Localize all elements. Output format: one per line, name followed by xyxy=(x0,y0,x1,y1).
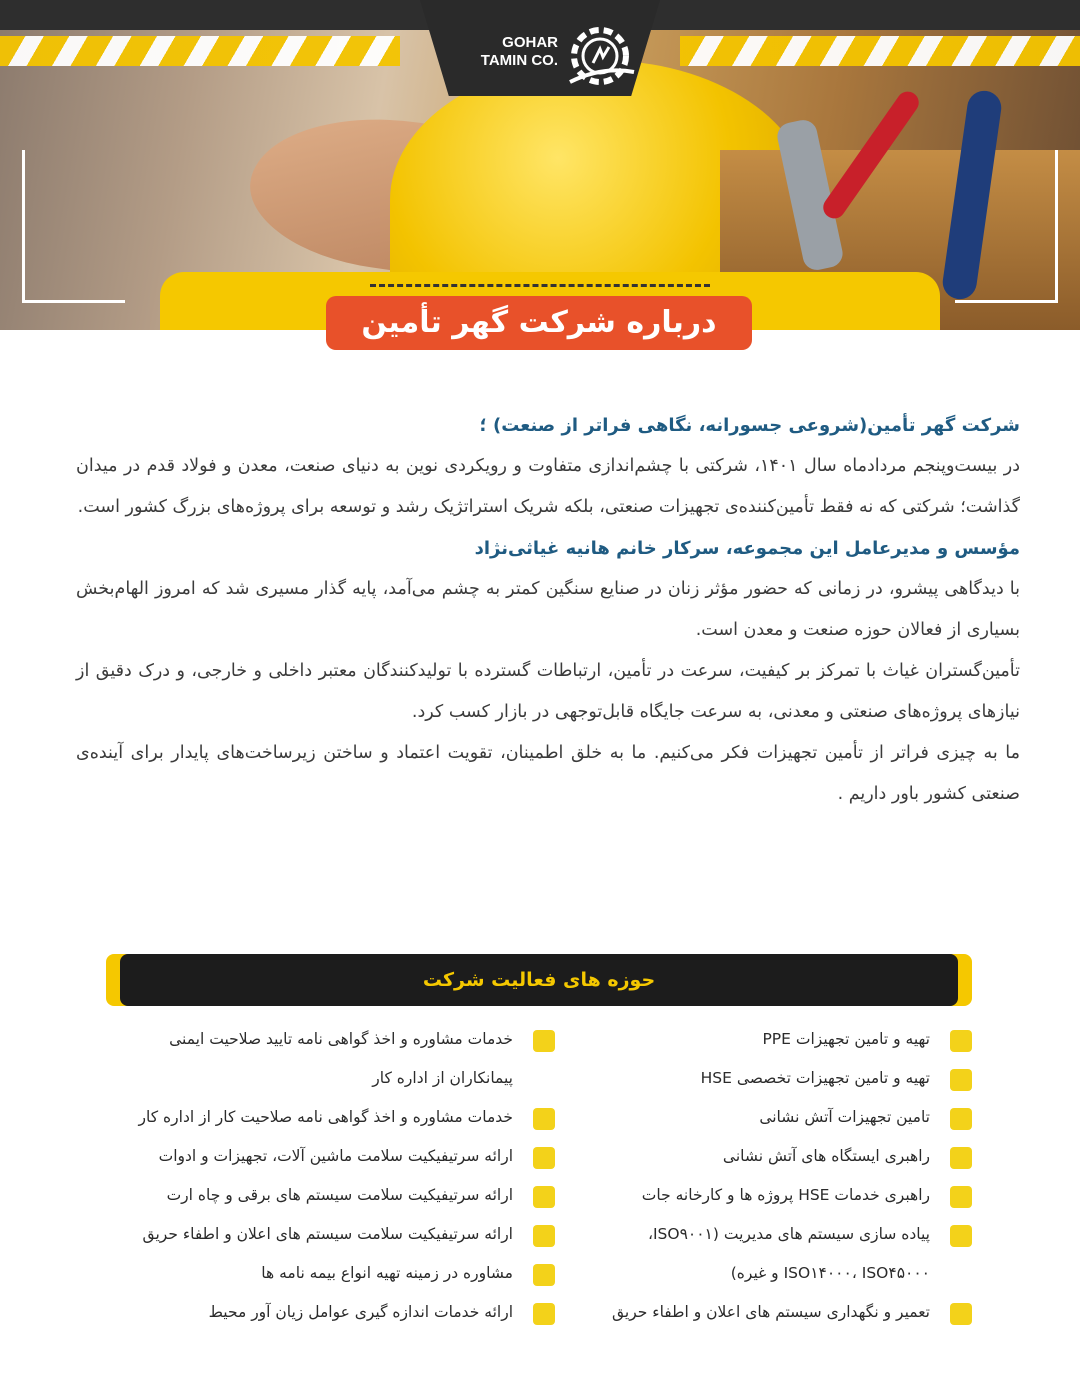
intro-paragraph-1: در بیست‌وپنجم مردادماه سال ۱۴۰۱، شرکتی با چشم‌اندازی متفاوت و رویکردی نوین به دنیای صنعت، معدن و فولاد قدم در میدان گذاشت؛ شرکتی که نه فقط تأمین‌کننده‌ی تجهیزات صنعتی، بلکه شریک استراتژیک رشد و توسعه برای پروژه‌های بزرگ کشور است. xyxy=(76,456,1020,517)
corner-bracket-left xyxy=(22,150,125,303)
list-item-label: تامین تجهیزات آتش نشانی xyxy=(759,1108,930,1126)
list-item-label: پیمانکاران از اداره کار xyxy=(372,1069,513,1087)
list-item xyxy=(560,1059,972,1098)
bullet-square-icon xyxy=(533,1030,555,1052)
list-item-label: تهیه و تامین تجهیزات تخصصی HSE xyxy=(700,1069,930,1087)
list-item xyxy=(100,1215,555,1254)
list-item xyxy=(100,1098,555,1137)
list-item xyxy=(560,1215,972,1254)
list-item-continuation xyxy=(100,1059,555,1098)
activities-list-right xyxy=(560,1020,972,1332)
list-item-label: پیاده سازی سیستم های مدیریت (ISO۹۰۰۱، xyxy=(647,1225,930,1243)
list-item-label: ارائه سرتیفیکیت سلامت سیستم های اعلان و اطفاء حریق xyxy=(142,1225,513,1243)
bullet-square-icon xyxy=(950,1108,972,1130)
bullet-square-icon xyxy=(950,1069,972,1091)
list-item xyxy=(100,1020,555,1059)
hazard-stripes-right xyxy=(680,36,1080,66)
list-item xyxy=(560,1176,972,1215)
bullet-square-icon xyxy=(533,1303,555,1325)
gear-icon xyxy=(562,18,638,94)
founder-line: مؤسس و مدیرعامل این مجموعه، سرکار خانم هانیه غیاثی‌نژاد xyxy=(474,538,1020,559)
list-item-label: ارائه سرتیفیکیت سلامت سیستم های برقی و چاه ارت xyxy=(166,1186,513,1204)
list-item-label: تهیه و تامین تجهیزات PPE xyxy=(762,1030,930,1048)
bullet-square-icon xyxy=(950,1147,972,1169)
company-logo xyxy=(448,34,558,70)
bullet-square-icon xyxy=(950,1225,972,1247)
list-item-label: راهبری خدمات HSE پروژه ها و کارخانه جات xyxy=(641,1186,930,1204)
list-item-label: راهبری ایستگاه های آتش نشانی xyxy=(722,1147,930,1165)
list-item-label: تعمیر و نگهداری سیستم های اعلان و اطفاء حریق xyxy=(611,1303,930,1321)
intro-heading: شرکت گهر تأمین(شروعی جسورانه، نگاهی فراتر از صنعت) ؛ xyxy=(479,415,1020,436)
list-item-continuation xyxy=(560,1254,972,1293)
list-item-label: ارائه سرتیفیکیت سلامت ماشین آلات، تجهیزات و ادوات xyxy=(158,1147,513,1165)
intro-paragraph-4: ما به چیزی فراتر از تأمین تجهیزات فکر می‌کنیم. ما به خلق اطمینان، تقویت اعتماد و ساختن زیرساخت‌های پایدار برای آینده‌ی صنعتی کشور باور داریم . xyxy=(76,743,1020,804)
list-item xyxy=(560,1020,972,1059)
list-item xyxy=(100,1137,555,1176)
corner-bracket-right xyxy=(955,150,1058,303)
bullet-square-icon xyxy=(950,1303,972,1325)
list-item xyxy=(100,1293,555,1332)
bullet-square-icon xyxy=(533,1108,555,1130)
list-item-label: مشاوره در زمینه تهیه انواع بیمه نامه ها xyxy=(261,1264,513,1282)
activities-title: حوزه های فعالیت شرکت xyxy=(120,954,958,1006)
list-item xyxy=(560,1137,972,1176)
logo-line2: TAMIN CO. xyxy=(480,52,558,69)
activities-list-left xyxy=(100,1020,555,1332)
bullet-square-icon xyxy=(533,1186,555,1208)
list-item xyxy=(560,1293,972,1332)
list-item xyxy=(100,1176,555,1215)
page-title: درباره شرکت گهر تأمین xyxy=(326,296,752,350)
list-item-label: خدمات مشاوره و اخذ گواهی نامه صلاحیت کار از اداره کار xyxy=(138,1108,513,1126)
list-item xyxy=(100,1254,555,1293)
bullet-square-icon xyxy=(533,1147,555,1169)
bullet-square-icon xyxy=(533,1225,555,1247)
logo-line1: GOHAR xyxy=(502,34,558,51)
bullet-square-icon xyxy=(950,1186,972,1208)
list-item-label: ارائه خدمات اندازه گیری عوامل زیان آور محیط xyxy=(208,1303,513,1321)
hazard-stripes-left xyxy=(0,36,400,66)
list-item xyxy=(560,1098,972,1137)
intro-paragraph-2: با دیدگاهی پیشرو، در زمانی که حضور مؤثر زنان در صنایع سنگین کمتر به چشم می‌آمد، پایه گذار مسیری شد که امروز الهام‌بخش بسیاری از فعالان حوزه صنعت و معدن است. xyxy=(76,579,1020,640)
intro-paragraph-3: تأمین‌گستران غیاث با تمرکز بر کیفیت، سرعت در تأمین، ارتباطات گسترده با تولیدکنندگان معتبر داخلی و خارجی، و درک دقیق از نیازهای پروژه‌های صنعتی و معدنی، به سرعت جایگاه قابل‌توجهی در بازار کسب کرد. xyxy=(76,661,1020,722)
list-item-label: ISO۱۴۰۰۰، ISO۴۵۰۰۰ و غیره) xyxy=(730,1264,930,1282)
bullet-square-icon xyxy=(950,1030,972,1052)
intro-section xyxy=(76,405,1020,815)
hero-banner xyxy=(0,0,1080,330)
dashed-divider xyxy=(370,284,710,287)
list-item-label: خدمات مشاوره و اخذ گواهی نامه تایید صلاحیت ایمنی xyxy=(169,1030,513,1048)
bullet-square-icon xyxy=(533,1264,555,1286)
